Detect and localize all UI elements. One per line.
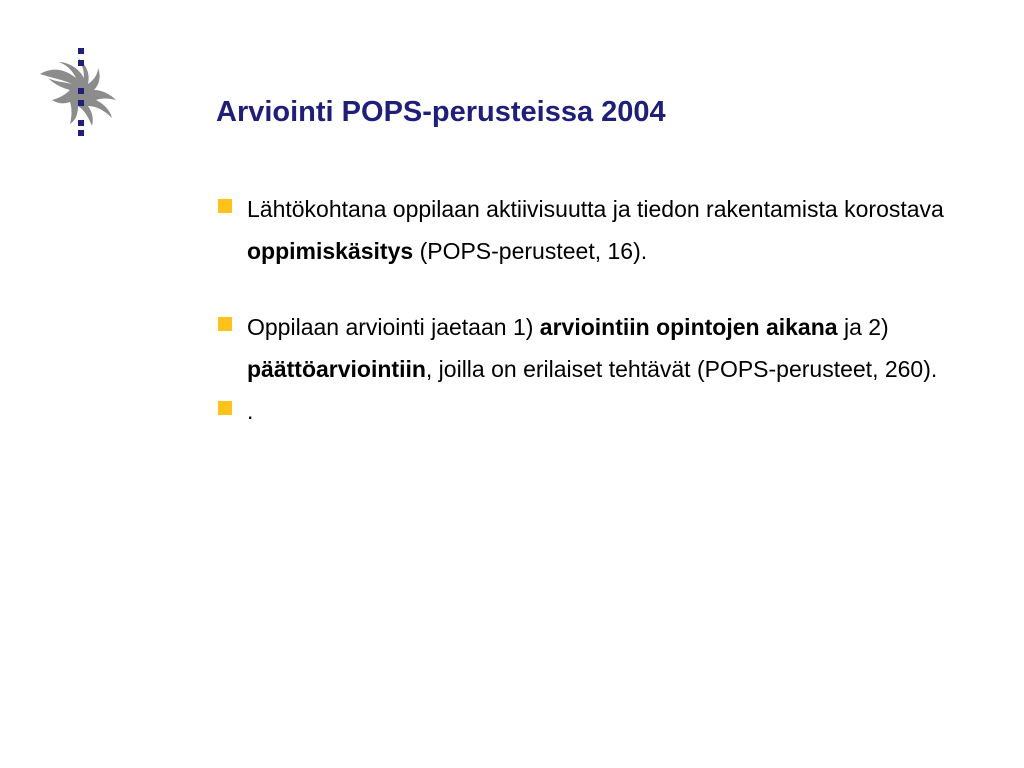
bullet-1-bold-term: oppimiskäsitys <box>247 238 414 264</box>
bullet-text-3: . <box>247 398 254 424</box>
bullet-2-bold-term-2: päättöarviointiin <box>247 356 426 382</box>
bullet-text-1 <box>247 188 996 272</box>
bullet-square-icon <box>218 199 232 213</box>
dots-column <box>78 48 84 136</box>
bullet-item-3 <box>216 390 996 432</box>
bullet-item-2 <box>216 306 996 390</box>
bullet-2-text-middle: ja 2) <box>837 314 889 340</box>
bullet-1-text-after: (POPS-perusteet, 16). <box>413 238 648 264</box>
dot-1 <box>78 48 84 54</box>
bullet-2-bold-term-1: arviointiin opintojen aikana <box>539 314 838 340</box>
bullet-2-text-before: Oppilaan arviointi jaetaan 1) <box>247 314 540 340</box>
bullet-list <box>216 188 996 432</box>
university-logo-icon <box>32 44 128 140</box>
dot-4 <box>78 100 84 106</box>
bullet-square-icon <box>218 401 232 415</box>
slide-title: Arviointi POPS-perusteissa 2004 <box>216 96 666 128</box>
dot-2 <box>78 60 84 66</box>
dot-6 <box>78 130 84 136</box>
bullet-item-1 <box>216 188 996 272</box>
bullet-square-icon <box>218 317 232 331</box>
dot-3 <box>78 88 84 94</box>
bullet-2-text-after: , joilla on erilaiset tehtävät (POPS-perusteet, 260). <box>425 356 938 382</box>
dot-5 <box>78 120 84 126</box>
bullet-1-text-before: Lähtökohtana oppilaan aktiivisuutta ja tiedon rakentamista korostava <box>247 196 944 222</box>
bullet-text-2 <box>247 306 996 390</box>
